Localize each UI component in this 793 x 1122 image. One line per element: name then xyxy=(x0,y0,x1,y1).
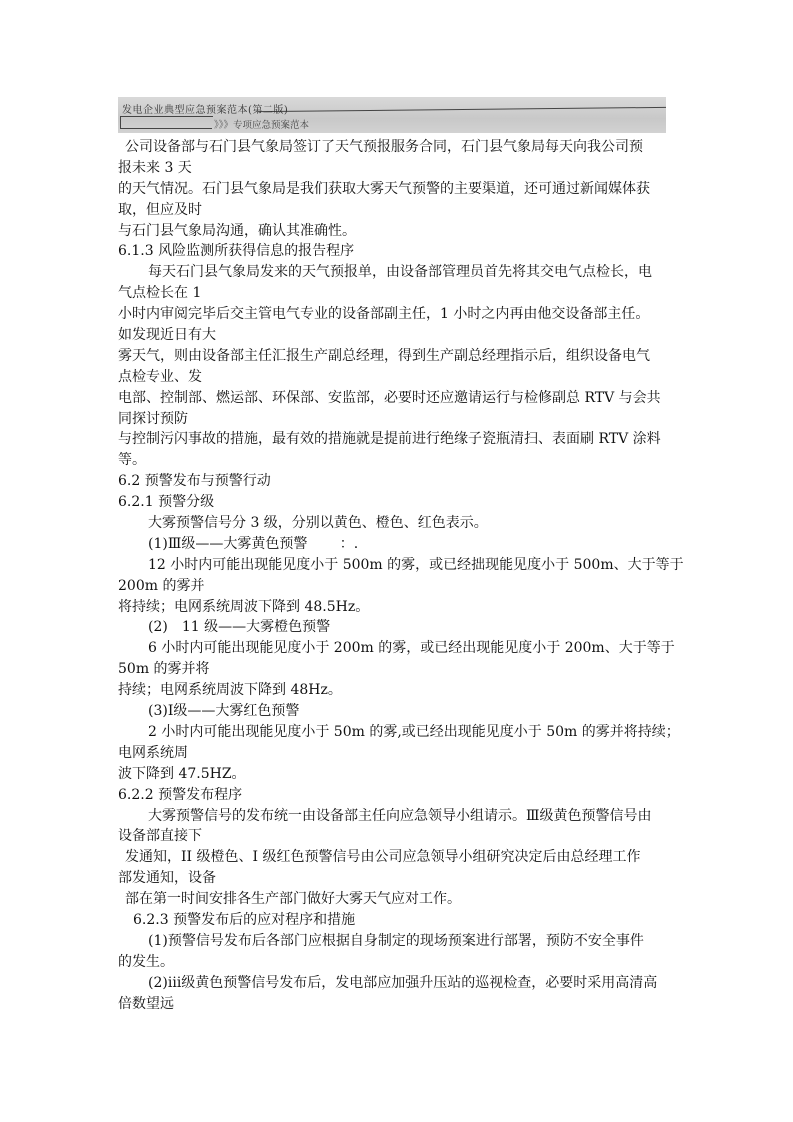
paragraph-line: 小时内审阅完毕后交主管电气专业的设备部副主任，1 小时之内再由他交设备部主任。 xyxy=(118,306,650,323)
section-heading: 6.2.2 预警发布程序 xyxy=(118,786,243,803)
paragraph-line: 每天石门县气象局发来的天气预报单，由设备部管理员首先将其交电气点检长，电 xyxy=(148,264,652,281)
paragraph-line: 持续；电网系统周波下降到 48Hz。 xyxy=(118,682,342,699)
paragraph-line: 如发现近日有大 xyxy=(118,327,216,344)
paragraph-line: 将持续；电网系统周波下降到 48.5Hz。 xyxy=(118,598,370,615)
section-heading: 6.2 预警发布与预警行动 xyxy=(118,473,271,490)
list-item-heading: (3)Ⅰ级——大雾红色预警 xyxy=(148,703,300,720)
header-rule xyxy=(258,107,666,112)
paragraph-line: 200m 的雾并 xyxy=(118,577,205,594)
paragraph-line: 部发通知，设备 xyxy=(118,870,216,887)
paragraph-line: 设备部直接下 xyxy=(118,828,202,845)
paragraph-line: 大雾预警信号分 3 级，分别以黄色、橙色、红色表示。 xyxy=(148,515,488,532)
paragraph-line: 电网系统周 xyxy=(118,744,188,761)
paragraph-line: 气点检长在 1 xyxy=(118,285,202,302)
paragraph-line: 部在第一时间安排各生产部门做好大雾天气应对工作。 xyxy=(125,891,461,908)
paragraph-line: 点检专业、发 xyxy=(118,368,202,385)
paragraph-line: 大雾预警信号的发布统一由设备部主任向应急领导小组请示。Ⅲ级黄色预警信号由 xyxy=(148,807,652,824)
paragraph-line: 与石门县气象局沟通，确认其准确性。 xyxy=(118,222,356,239)
header-subtitle: 》》》专项应急预案范本 xyxy=(214,120,310,131)
paragraph-line: 电部、控制部、燃运部、环保部、安监部，必要时还应邀请运行与检修副总 RTV 与会共 xyxy=(118,389,661,406)
paragraph-line: 与控制污闪事故的措施，最有效的措施就是提前进行绝缘子瓷瓶清扫、表面刷 RTV 涂料 xyxy=(118,431,661,448)
paragraph-line: 的天气情况。石门县气象局是我们获取大雾天气预警的主要渠道，还可通过新闻媒体获 xyxy=(118,180,650,197)
paragraph-line: (1)预警信号发布后各部门应根据自身制定的现场预案进行部署，预防不安全事件 xyxy=(148,932,644,949)
paragraph-line: 2 小时内可能出现能见度小于 50m 的雾,或已经出现能见度小于 50m 的雾并将持续； xyxy=(148,723,680,740)
paragraph-line: 等。 xyxy=(118,452,146,469)
paragraph-line: 波下降到 47.5HZ。 xyxy=(118,765,246,782)
paragraph-line: 倍数望远 xyxy=(118,995,174,1012)
paragraph-line: 发通知，II 级橙色、I 级红色预警信号由公司应急领导小组研究决定后由总经理工作 xyxy=(125,849,641,866)
list-item-heading: (1)Ⅲ级——大雾黄色预警 ：. xyxy=(148,535,359,552)
paragraph-line: 12 小时内可能出现能见度小于 500m 的雾，或已经拙现能见度小于 500m、大于等于 xyxy=(148,556,684,573)
paragraph-line: 6 小时内可能出现能见度小于 200m 的雾，或已经出现能见度小于 200m、大于等于 xyxy=(148,640,675,657)
header-title: 发电企业典型应急预案范本(第二版) xyxy=(122,105,289,116)
paragraph-line: 公司设备部与石门县气象局签订了天气预报服务合同，石门县气象局每天向我公司预 xyxy=(125,139,643,155)
paragraph-line: (2)ⅲ级黄色预警信号发布后，发电部应加强升压站的巡视检查，必要时采用高清高 xyxy=(148,974,658,991)
document-body xyxy=(118,137,684,1014)
paragraph-line: 雾天气，则由设备部主任汇报生产副总经理，得到生产副总经理指示后，组织设备电气 xyxy=(118,347,650,364)
paragraph-line: 报未来 3 天 xyxy=(118,159,192,176)
paragraph-line: 同探讨预防 xyxy=(118,410,188,427)
paragraph-line: 取，但应及时 xyxy=(118,201,202,218)
section-heading: 6.2.1 预警分级 xyxy=(118,494,215,511)
section-heading: 6.1.3 风险监测所获得信息的报告程序 xyxy=(118,243,355,260)
page-header-banner xyxy=(118,97,666,133)
list-item-heading: (2) 11 级——大雾橙色预警 xyxy=(148,619,331,636)
paragraph-line: 的发生。 xyxy=(118,953,174,970)
header-rule xyxy=(120,128,212,129)
section-heading: 6.2.3 预警发布后的应对程序和措施 xyxy=(133,911,356,928)
paragraph-line: 50m 的雾并将 xyxy=(118,661,210,678)
